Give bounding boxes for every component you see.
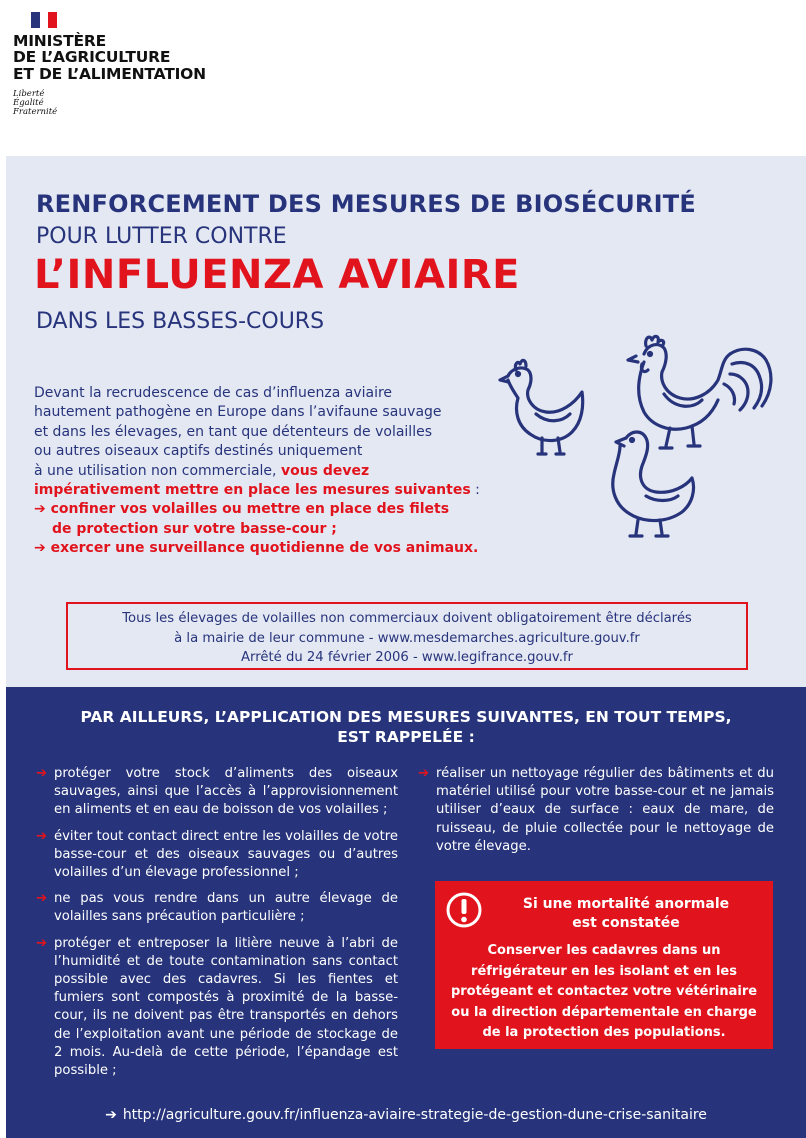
list-item (36, 890, 398, 926)
arrow-right-icon: ➔ (34, 540, 46, 557)
goose-icon (613, 432, 694, 536)
logo-line-3: ET DE L’ALIMENTATION (13, 65, 206, 83)
logo-line-1: MINISTÈRE (13, 32, 106, 50)
alert-body (445, 941, 763, 1044)
intro-line: Devant la recrudescence de cas d’influenza aviaire (34, 385, 393, 401)
measures-left-column (36, 765, 398, 1088)
alert-title-line-1: Si une mortalité anormale (522, 896, 730, 912)
title-line-1: RENFORCEMENT DES MESURES DE BIOSÉCURITÉ (36, 190, 696, 218)
list-item (36, 828, 398, 883)
logo-line-2: DE L’AGRICULTURE (13, 48, 171, 66)
intro-bullet-2 (34, 539, 494, 558)
intro-bullet-1-text: confiner vos volailles ou mettre en place des filets (50, 501, 450, 518)
notice-line-3: Arrêté du 24 février 2006 - www.legifrance.gouv.fr (241, 650, 573, 665)
info-link-row (6, 1107, 806, 1123)
intro-line-5-red: vous devez (280, 462, 370, 479)
top-panel (6, 156, 806, 687)
measures-title-line-1: PAR AILLEURS, L’APPLICATION DES MESURES SUIVANTES, EN TOUT TEMPS, (80, 708, 732, 726)
intro-line-6-end: : (470, 482, 480, 499)
list-item-text: réaliser un nettoyage régulier des bâtiments et du matériel utilisé pour votre basse-cour et ne jamais utiliser d’eaux de surface : eaux de mare, de ruisseau, de pluie collectée pour le nettoyage de votre élevage. (436, 766, 774, 854)
declaration-notice (66, 602, 748, 670)
intro-line: et dans les élevages, en tant que détenteurs de volailles (34, 423, 432, 440)
mortality-alert-box (435, 881, 773, 1049)
motto-fraternite: Fraternité (13, 107, 58, 117)
notice-line-2: à la mairie de leur commune - www.mesdemarches.agriculture.gouv.fr (174, 630, 640, 646)
info-link[interactable]: http://agriculture.gouv.fr/influenza-aviaire-strategie-de-gestion-dune-crise-sanitaire (122, 1107, 707, 1123)
list-item (36, 765, 398, 820)
intro-bullet-1 (34, 500, 494, 519)
rooster-icon (628, 336, 771, 448)
intro-line (34, 481, 494, 500)
alert-body-line: réfrigérateur en les isolant et en les (471, 963, 737, 979)
title-line-3: L’INFLUENZA AVIAIRE (34, 252, 520, 298)
title-line-2: POUR LUTTER CONTRE (36, 224, 287, 249)
intro-line-5-start: à une utilisation non commerciale, (34, 462, 281, 479)
title-line-4: DANS LES BASSES-COURS (36, 309, 325, 334)
alert-body-line: ou la direction départementale en charge (451, 1004, 757, 1020)
list-item-text: éviter tout contact direct entre les volailles de votre basse-cour et des oiseaux sauvages ou d’autres volailles d’un élevage professionnel ; (54, 828, 398, 881)
alert-body-line: Conserver les cadavres dans un (487, 943, 721, 958)
exclamation-circle-icon (445, 891, 483, 929)
arrow-right-icon: ➔ (36, 891, 48, 907)
intro-line: hautement pathogène en Europe dans l’avifaune sauvage (34, 404, 442, 421)
list-item-text: ne pas vous rendre dans un autre élevage de volailles sans précaution particulière ; (54, 891, 398, 925)
intro-line-6-red: impérativement mettre en place les mesures suivantes (34, 482, 471, 499)
alert-title-line-2: est constatée (572, 915, 680, 931)
intro-bullet-1-cont: de protection sur votre basse-cour ; (52, 520, 337, 537)
measures-right-column (418, 765, 774, 864)
list-item-text: protéger votre stock d’aliments des oiseaux sauvages, ainsi que l’accès à l’approvisionnement en aliments et en eau de boisson de vos volailles ; (54, 766, 398, 818)
intro-line: ou autres oiseaux captifs destinés uniquement (34, 443, 363, 460)
intro-line (34, 462, 494, 481)
arrow-right-icon: ➔ (105, 1107, 117, 1123)
motto-egalite: Égalité (13, 98, 44, 108)
arrow-right-icon: ➔ (36, 935, 48, 951)
measures-section (6, 687, 806, 1138)
intro-text (34, 384, 494, 559)
intro-bullet-2-text: exercer une surveillance quotidienne de vos animaux. (50, 540, 479, 557)
arrow-right-icon: ➔ (36, 828, 48, 844)
arrow-right-icon: ➔ (36, 766, 48, 781)
ministry-logo (7, 6, 237, 126)
list-item-text: protéger et entreposer la litière neuve à l’abri de l’humidité et de toute contamination sans contact possible avec des cadavres. Si les fientes et fumiers sont compostés à proximité de la basse-cour, ils ne doivent pas être transportés en dehors de l’exploitation avant une période de stockage de 2 mois. Au-delà de cette période, l’épandage est possible ; (54, 935, 398, 1079)
marianne-flag-icon (31, 12, 57, 28)
alert-title (491, 895, 761, 933)
arrow-right-icon: ➔ (418, 766, 430, 781)
list-item (36, 935, 398, 1081)
poultry-illustration-icon (486, 334, 786, 544)
list-item (418, 765, 774, 856)
alert-body-line: de la protection des populations. (482, 1025, 726, 1040)
measures-title (6, 707, 806, 747)
notice-line-1: Tous les élevages de volailles non commerciaux doivent obligatoirement être déclarés (122, 611, 692, 626)
alert-body-line: protégeant et contactez votre vétérinaire (450, 984, 758, 999)
motto-liberte: Liberté (13, 89, 45, 99)
arrow-right-icon: ➔ (34, 501, 46, 518)
hen-icon (500, 360, 583, 454)
measures-title-line-2: EST RAPPELÉE : (337, 728, 475, 746)
